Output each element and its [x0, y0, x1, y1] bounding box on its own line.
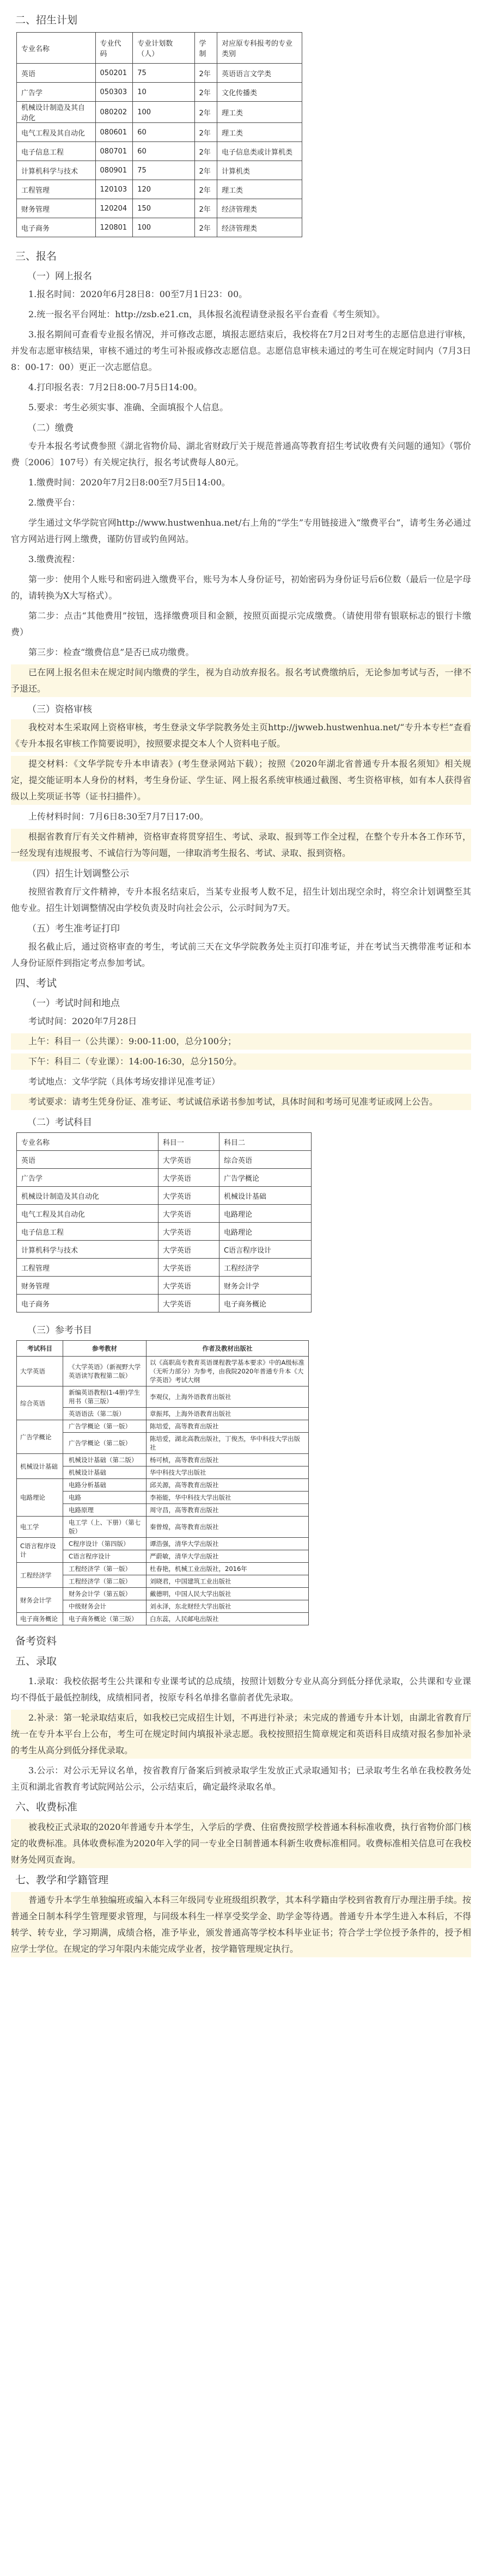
table-row	[17, 161, 302, 180]
table-cell: 章振邦，上海外语教育出版社	[147, 1408, 309, 1420]
table-cell: C程序设计（第四版）	[63, 1538, 147, 1550]
table-cell: 2年	[194, 218, 217, 237]
table-cell: 电子商务概论	[17, 1613, 63, 1625]
table-cell: 机械设计基础	[219, 1187, 311, 1205]
paragraph: 考试地点：文华学院（具体考场安排详见准考证）	[28, 1076, 221, 1087]
table-header: 专业名称	[17, 33, 96, 64]
table-cell: 050303	[95, 83, 133, 102]
table-cell: 大学英语	[158, 1187, 219, 1205]
section-title-plan: 二、招生计划	[15, 14, 78, 26]
table-cell: 英语	[17, 1151, 158, 1169]
paragraph: 2.统一报名平台网址：http://zsb.e21.cn，具体报名流程请登录报名平台查看《考生须知》。	[28, 309, 385, 319]
table-cell: 机械设计基础（第二版）	[63, 1454, 147, 1466]
table-cell: 电工学（上、下册）（第七版）	[63, 1517, 147, 1538]
table-cell: 邱关源，高等教育出版社	[147, 1479, 309, 1492]
table-cell: 电工学	[17, 1517, 63, 1538]
table-cell: 电子商务概论	[219, 1295, 311, 1312]
table-cell: 电路理论	[17, 1479, 63, 1517]
table-cell: 严蔚敏，清华大学出版社	[147, 1550, 309, 1563]
table-row	[17, 180, 302, 199]
subsection-title: （一）网上报名	[27, 271, 92, 282]
paragraph: 专升本报名考试费参照《湖北省物价局、湖北省财政厅关于规范普通高等教育招生考试收费有关问题的通知》（鄂价费〔2006〕107号）有关规定执行，报名考试费每人80元。	[11, 441, 471, 467]
table-header-row	[17, 1133, 312, 1151]
table-cell: 大学英语	[158, 1277, 219, 1295]
table-cell: 电子商务概论（第三版）	[63, 1613, 147, 1625]
table-cell: 大学英语	[158, 1169, 219, 1187]
table-cell: 电路理论	[219, 1205, 311, 1223]
table-row	[17, 1479, 309, 1492]
reference-books-table	[16, 1340, 309, 1625]
table-cell: 电子商务	[17, 218, 96, 237]
table-row	[17, 1454, 309, 1466]
table-row	[17, 1241, 312, 1259]
table-row	[17, 1420, 309, 1433]
table-cell: 电气工程及其自动化	[17, 123, 96, 142]
paragraph: 4.打印报名表：7月2日8:00-7月5日14:00。	[28, 382, 203, 392]
table-row	[17, 1563, 309, 1575]
table-cell: 英语语言文学类	[217, 64, 302, 83]
table-cell: 大学英语	[158, 1205, 219, 1223]
table-cell: 机械设计基础	[63, 1466, 147, 1479]
table-row	[17, 1151, 312, 1169]
table-cell: 电气工程及其自动化	[17, 1205, 158, 1223]
highlighted-paragraph: 上午：科目一（公共课）：9:00-11:00，总分100分；	[11, 1033, 471, 1050]
table-cell: C语言程序设计	[63, 1550, 147, 1563]
table-cell: 大学英语	[158, 1259, 219, 1277]
table-cell: 120801	[95, 218, 133, 237]
table-cell: 工程经济学（第二版）	[63, 1575, 147, 1588]
table-cell: 广告学概论（第二版）	[63, 1433, 147, 1454]
exam-subjects-table	[16, 1132, 312, 1312]
table-cell: 刘永泽，东北财经大学出版社	[147, 1600, 309, 1613]
enrollment-plan-table	[16, 32, 302, 237]
table-cell: 周守昌，高等教育出版社	[147, 1504, 309, 1517]
paragraph: 学生通过文华学院官网http://www.hustwenhua.net/右上角的“学生”专用链接进入“缴费平台”，请考生务必通过官方网站进行网上缴费，谨防仿冒或钓鱼网站。	[11, 517, 471, 544]
table-cell: 财务会计学	[17, 1588, 63, 1613]
table-cell: 杜春艳，机械工业出版社，2016年	[147, 1563, 309, 1575]
table-cell: 以《高职高专教育英语课程教学基本要求》中的A级标准（无听力部分）为参考，由我院2020年普通专升本《大学英语》考试大纲	[147, 1357, 309, 1386]
subsection-title: （三）资格审核	[27, 704, 92, 715]
table-cell: 100	[133, 102, 194, 123]
subsection-title: （五）考生准考证打印	[27, 923, 120, 934]
subsection-title: （四）招生计划调整公示	[27, 868, 129, 879]
table-cell: 电路分析基础	[63, 1479, 147, 1492]
paragraph: 1.录取：我校依据考生公共课和专业课考试的总成绩，按照计划数分专业从高分到低分择优录取，公共课和专业课均不得低于最低控制线，成绩相同者，按原专科名单排名靠前者优先录取。	[11, 1676, 471, 1703]
highlighted-paragraph: 根据省教育厅有关文件精神，资格审查将贯穿招生、考试、录取、报到等工作全过程，在整个专升本各工作环节，一经发现有违规报考、不诚信行为等问题，一律取消考生报名、考试、录取、报到资格。	[11, 829, 471, 861]
table-cell: 150	[133, 199, 194, 218]
table-cell: 120	[133, 180, 194, 199]
table-header: 对应原专科报考的专业类别	[217, 33, 302, 64]
table-cell: 080601	[95, 123, 133, 142]
table-cell: 080901	[95, 161, 133, 180]
table-header-row	[17, 33, 302, 64]
table-cell: 财务会计学（第五版）	[63, 1588, 147, 1600]
section-title-management: 七、教学和学籍管理	[15, 1874, 109, 1886]
table-cell: 英语语法（第二版）	[63, 1408, 147, 1420]
table-row	[17, 199, 302, 218]
table-header: 作者及教材出版社	[147, 1341, 309, 1357]
table-cell: 工程经济学	[219, 1259, 311, 1277]
section-title-signup: 三、报名	[15, 250, 57, 262]
table-cell: 工程管理	[17, 180, 96, 199]
table-header: 专业名称	[17, 1133, 158, 1151]
table-row	[17, 1187, 312, 1205]
paragraph: 第三步：检查“缴费信息”是否已成功缴费。	[28, 647, 194, 657]
highlighted-paragraph: 2.补录：第一轮录取结束后，如我校已完成招生计划，不再进行补录；未完成的普通专升本计划，由湖北省教育厅统一在专升本平台上公布，考生可在规定时间内填报补录志愿。我校按照招生简章规定和英语科目成绩对报名参加补录的考生从高分到低分择优录取。	[11, 1710, 471, 1759]
table-cell: 2年	[194, 161, 217, 180]
subsection-title: （二）缴费	[27, 423, 74, 434]
table-cell: 《大学英语》（新视野大学英语读写教程第二版）	[63, 1357, 147, 1386]
table-cell: 大学英语	[158, 1223, 219, 1241]
table-cell: 秦曾煌，高等教育出版社	[147, 1517, 309, 1538]
table-cell: 2年	[194, 83, 217, 102]
table-cell: 电路理论	[219, 1223, 311, 1241]
paragraph: 考试时间：2020年7月28日	[28, 1016, 137, 1026]
table-row	[17, 64, 302, 83]
paragraph: 2.缴费平台：	[28, 497, 81, 508]
table-row	[17, 1538, 309, 1550]
table-cell: 工程管理	[17, 1259, 158, 1277]
paragraph: 1.缴费时间：2020年7月2日8:00至7月5日14:00。	[28, 477, 230, 488]
table-row	[17, 1277, 312, 1295]
table-header: 学制	[194, 33, 217, 64]
table-cell: 120103	[95, 180, 133, 199]
table-row	[17, 1517, 309, 1538]
table-cell: 新编英语教程(1-4册)学生用书（第三版）	[63, 1386, 147, 1408]
table-cell: 刘晓君，中国建筑工业出版社	[147, 1575, 309, 1588]
table-row	[17, 142, 302, 161]
paragraph: 报名截止后，通过资格审查的考生，考试前三天在文华学院教务处主页打印准考证，并在考试当天携带准考证和本人身份证原件到指定考点参加考试。	[11, 941, 471, 968]
table-row	[17, 1295, 312, 1312]
table-cell: 120204	[95, 199, 133, 218]
table-cell: 100	[133, 218, 194, 237]
table-cell: 机械设计制造及其自动化	[17, 102, 96, 123]
table-header: 专业代码	[95, 33, 133, 64]
subsection-title: （一）考试时间和地点	[27, 998, 120, 1009]
table-header-row	[17, 1341, 309, 1357]
table-cell: 大学英语	[158, 1241, 219, 1259]
table-cell: 080202	[95, 102, 133, 123]
highlighted-paragraph: 下午：科目二（专业课）：14:00-16:30，总分150分。	[11, 1053, 471, 1070]
highlighted-paragraph: 普通专升本学生单独编班或编入本科三年级同专业班级组织教学，其本科学籍由学校到省教育厅办理注册手续。按普通全日制本科学生管理要求管理，与同级本科生一样享受奖学金、助学金等待遇。普通专升本学生进入本科后，不得转学、转专业，学习期满，成绩合格，准予毕业，颁发普通高等学校本科毕业证书；符合学士学位授予条件的，授予相应学士学位。在规定的学习年限内未能完成学业者，按学籍管理规定执行。	[11, 1892, 471, 1957]
paragraph: 第二步：点击“其他费用”按钮，选择缴费项目和金额，按照页面提示完成缴费。（请使用带有银联标志的银行卡缴费）	[11, 611, 471, 637]
table-row	[17, 1588, 309, 1600]
table-cell: 2年	[194, 180, 217, 199]
table-cell: 75	[133, 64, 194, 83]
section-title-fees: 六、收费标准	[15, 1801, 78, 1813]
table-row	[17, 1357, 309, 1386]
table-cell: 2年	[194, 64, 217, 83]
paragraph: 3.公示：对公示无异议名单，按省教育厅备案后到被录取学生发放正式录取通知书；已录取考生名单在我校教务处主页和湖北省教育考试院网站公示，公示结束后，确定最终录取名单。	[11, 1765, 471, 1792]
table-cell: 经济管理类	[217, 199, 302, 218]
table-cell: 戴德明，中国人民大学出版社	[147, 1588, 309, 1600]
table-cell: 理工类	[217, 123, 302, 142]
subsection-title: （二）考试科目	[27, 1117, 92, 1128]
table-cell: 英语	[17, 64, 96, 83]
section-title-exam: 四、考试	[15, 977, 57, 989]
highlighted-paragraph: 我校对本生采取网上资格审核，考生登录文华学院教务处主页http://jwweb.hustwenhua.net/“专升本专栏”查看《专升本报名审核工作简要说明》，按照要求提交本人个人资料电子版。	[11, 719, 471, 752]
table-cell: 陈培爱，高等教育出版社	[147, 1420, 309, 1433]
table-cell: 工程经济学	[17, 1563, 63, 1588]
table-row	[17, 1259, 312, 1277]
highlighted-paragraph: 被我校正式录取的2020年普通专升本学生，入学后的学费、住宿费按照学校普通本科标准收费，执行省物价部门核定的收费标准。具体收费标准为2020年入学的同一专业全日制普通本科新生收费标准相同。收费标准相关信息可在我校财务处网页查询。	[11, 1819, 471, 1868]
table-cell: 广告学概论（第一版）	[63, 1420, 147, 1433]
table-cell: 财务会计学	[219, 1277, 311, 1295]
table-cell: 电路原理	[63, 1504, 147, 1517]
table-cell: 大学英语	[17, 1357, 63, 1386]
table-cell: 李观仪，上海外语教育出版社	[147, 1386, 309, 1408]
table-header: 专业计划数（人）	[133, 33, 194, 64]
table-header: 考试科目	[17, 1341, 63, 1357]
table-cell: 综合英语	[219, 1151, 311, 1169]
table-cell: 理工类	[217, 180, 302, 199]
table-row	[17, 102, 302, 123]
paragraph: 按照省教育厅文件精神，专升本报名结束后，当某专业报考人数不足，招生计划出现空余时，将空余计划调整至其他专业。招生计划调整情况由学校负责及时向社会公示，公示时间为7天。	[11, 886, 471, 913]
table-cell: 中级财务会计	[63, 1600, 147, 1613]
table-cell: 理工类	[217, 102, 302, 123]
table-cell: 60	[133, 142, 194, 161]
table-cell: 白东蕊，人民邮电出版社	[147, 1613, 309, 1625]
subsection-title: （三）参考书目	[27, 1325, 92, 1336]
paragraph: 3.报名期间可查看专业报名情况，并可修改志愿，填报志愿结束后，我校将在7月2日对考生的志愿信息进行审核，并发布志愿审核结果，审核不通过的考生可补报或修改志愿信息。志愿信息审核未通过的考生可在规定时间内（7月3日8：00-17：00）更正一次志愿信息。	[11, 329, 471, 372]
table-cell: 杨可桢，高等教育出版社	[147, 1454, 309, 1466]
table-cell: 2年	[194, 142, 217, 161]
section-title-materials: 备考资料	[15, 1635, 57, 1647]
table-cell: 工程经济学（第一版）	[63, 1563, 147, 1575]
table-cell: 10	[133, 83, 194, 102]
table-cell: 计算机科学与技术	[17, 1241, 158, 1259]
table-cell: 广告学	[17, 1169, 158, 1187]
table-row	[17, 1169, 312, 1187]
table-row	[17, 218, 302, 237]
table-cell: 陈培爱，湖北高教出版社，丁俊杰，华中科技大学出版社	[147, 1433, 309, 1454]
table-cell: 广告学概论	[219, 1169, 311, 1187]
table-cell: 谭浩强，清华大学出版社	[147, 1538, 309, 1550]
table-row	[17, 1205, 312, 1223]
table-header: 科目一	[158, 1133, 219, 1151]
table-cell: 大学英语	[158, 1151, 219, 1169]
table-cell: 60	[133, 123, 194, 142]
table-cell: 2年	[194, 123, 217, 142]
table-row	[17, 1223, 312, 1241]
highlighted-paragraph: 考试要求：请考生凭身份证、准考证、考试诚信承诺书参加考试，具体时间和考场可见准考证或网上公告。	[11, 1094, 471, 1110]
table-cell: 电子信息类或计算机类	[217, 142, 302, 161]
table-cell: 电子信息工程	[17, 1223, 158, 1241]
table-cell: 经济管理类	[217, 218, 302, 237]
table-cell: 广告学概论	[17, 1420, 63, 1454]
paragraph: 第一步：使用个人账号和密码进入缴费平台，账号为本人身份证号，初始密码为身份证号后6位数（最后一位是字母的，请转换为X大写格式）。	[11, 574, 471, 601]
table-row	[17, 1386, 309, 1408]
table-cell: 2年	[194, 102, 217, 123]
table-cell: C语言程序设计	[219, 1241, 311, 1259]
table-cell: 大学英语	[158, 1295, 219, 1312]
paragraph: 上传材料时间：7月6日8:30至7月7日17:00。	[28, 811, 209, 822]
table-cell: 2年	[194, 199, 217, 218]
section-title-admission: 五、录取	[15, 1655, 57, 1667]
table-cell: 综合英语	[17, 1386, 63, 1420]
table-header: 科目二	[219, 1133, 311, 1151]
table-cell: 文化传播类	[217, 83, 302, 102]
table-row	[17, 123, 302, 142]
table-cell: 李裕能，华中科技大学出版社	[147, 1492, 309, 1504]
table-cell: 计算机科学与技术	[17, 161, 96, 180]
highlighted-paragraph: 已在网上报名但未在规定时间内缴费的学生，视为自动放弃报名。报名考试费缴纳后，无论参加考试与否，一律不予退还。	[11, 664, 471, 697]
table-cell: 财务管理	[17, 199, 96, 218]
table-cell: 电子信息工程	[17, 142, 96, 161]
table-cell: 75	[133, 161, 194, 180]
table-cell: 广告学	[17, 83, 96, 102]
table-row	[17, 1613, 309, 1625]
table-cell: 机械设计基础	[17, 1454, 63, 1479]
table-cell: 电路	[63, 1492, 147, 1504]
paragraph: 3.缴费流程：	[28, 554, 81, 564]
table-cell: 050201	[95, 64, 133, 83]
paragraph: 5.要求：考生必须实事、准确、全面填报个人信息。	[28, 402, 229, 412]
table-cell: 080701	[95, 142, 133, 161]
table-cell: 机械设计制造及其自动化	[17, 1187, 158, 1205]
table-cell: 财务管理	[17, 1277, 158, 1295]
table-cell: C语言程序设计	[17, 1538, 63, 1563]
table-cell: 计算机类	[217, 161, 302, 180]
table-header: 参考教材	[63, 1341, 147, 1357]
highlighted-paragraph: 提交材料：《文华学院专升本申请表》(考生登录网站下载）；按照《2020年湖北省普通专升本报名须知》相关规定，提交能证明本人身份的材料，考生身份证、学生证、网上报名系统审核通过截图、考生资格审核，如有本人获得省级以上奖项证书等（证书扫描件）。	[11, 756, 471, 805]
table-row	[17, 83, 302, 102]
table-cell: 华中科技大学出版社	[147, 1466, 309, 1479]
paragraph: 1.报名时间：2020年6月28日8：00至7月1日23：00。	[28, 289, 248, 299]
table-cell: 电子商务	[17, 1295, 158, 1312]
